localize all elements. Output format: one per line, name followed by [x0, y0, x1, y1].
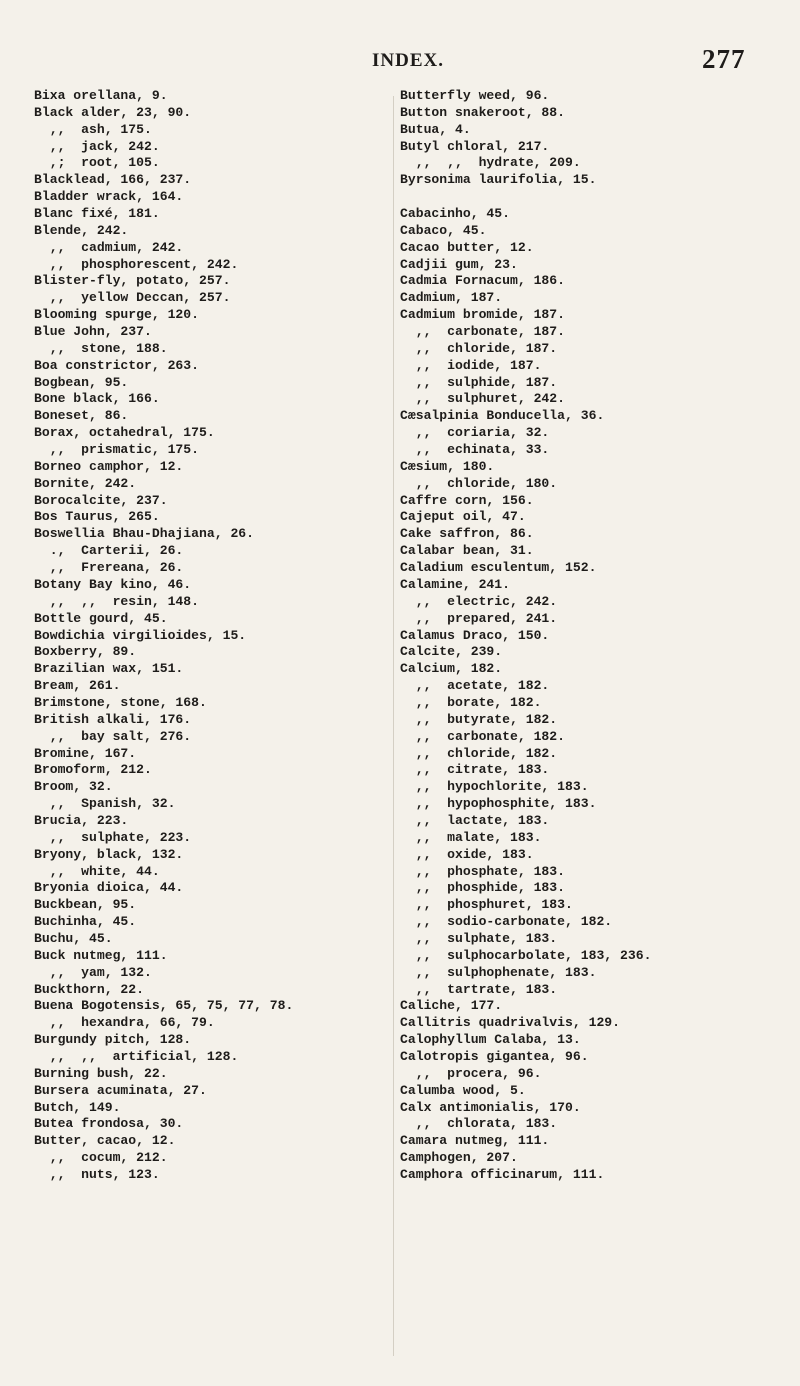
- index-entry: Bixa orellana, 9.: [34, 88, 168, 103]
- index-entry: Bursera acuminata, 27.: [34, 1082, 207, 1098]
- index-entry: Boa constrictor, 263.: [34, 357, 200, 373]
- index-entry: Calx antimonialis, 170.: [400, 1099, 581, 1115]
- page-number: 277: [702, 44, 746, 74]
- index-entry: ,, jack, 242.: [34, 138, 160, 154]
- index-entry: ,, yellow Deccan, 257.: [34, 290, 231, 306]
- index-entry: Brimstone, stone, 168.: [34, 694, 207, 710]
- index-entry: ,, carbonate, 182.: [400, 728, 566, 744]
- index-entry: Cæsium, 180.: [400, 458, 495, 474]
- index-entry: Boswellia Bhau-Dhajiana, 26.: [34, 526, 255, 542]
- index-entry: Blende, 242.: [34, 222, 129, 238]
- index-entry: ,, prepared, 241.: [400, 610, 558, 626]
- index-entry: ,, ash, 175.: [34, 121, 152, 137]
- index-entry: ,, procera, 96.: [400, 1065, 542, 1081]
- index-entry: Butch, 149.: [34, 1099, 121, 1115]
- index-entry: ,; root, 105.: [34, 155, 160, 171]
- index-entry: ,, bay salt, 276.: [34, 728, 192, 744]
- index-entry: Blooming spurge, 120.: [34, 307, 200, 323]
- index-entry: Borax, octahedral, 175.: [34, 425, 215, 441]
- index-entry: Calcite, 239.: [400, 644, 503, 660]
- index-entry: Butua, 4.: [400, 121, 471, 137]
- index-entry: Bromine, 167.: [34, 745, 137, 761]
- index-entry: ,, butyrate, 182.: [400, 711, 558, 727]
- index-entry: Buckthorn, 22.: [34, 981, 145, 997]
- index-entry: Borocalcite, 237.: [34, 492, 168, 508]
- index-entry: Cacao butter, 12.: [400, 239, 534, 255]
- index-entry: ,, Spanish, 32.: [34, 796, 176, 812]
- page-header-title: INDEX.: [372, 50, 444, 71]
- index-entry: ,, tartrate, 183.: [400, 981, 558, 997]
- index-entry: Brucia, 223.: [34, 812, 129, 828]
- index-entry: Camphora officinarum, 111.: [400, 1167, 605, 1182]
- index-entry: Bogbean, 95.: [34, 374, 129, 390]
- index-entry: Blanc fixé, 181.: [34, 206, 160, 222]
- index-entry: ,, white, 44.: [34, 863, 160, 879]
- index-entry: Caffre corn, 156.: [400, 492, 534, 508]
- index-entry: ,, phosphuret, 183.: [400, 897, 573, 913]
- index-entry: ,, sulphophenate, 183.: [400, 964, 597, 980]
- index-entry: Bos Taurus, 265.: [34, 509, 160, 525]
- index-entry: ,, yam, 132.: [34, 964, 152, 980]
- index-entry: Cadmia Fornacum, 186.: [400, 273, 566, 289]
- index-entry: Bornite, 242.: [34, 475, 137, 491]
- index-entry: Cadmium, 187.: [400, 290, 503, 306]
- index-entry: ,, malate, 183.: [400, 829, 542, 845]
- index-entry: ,, phosphide, 183.: [400, 880, 566, 896]
- index-entry: ,, coriaria, 32.: [400, 425, 550, 441]
- index-entry: ,, echinata, 33.: [400, 442, 550, 458]
- index-entry: ,, carbonate, 187.: [400, 324, 566, 340]
- index-entry: Botany Bay kino, 46.: [34, 576, 192, 592]
- index-entry: ,, acetate, 182.: [400, 678, 550, 694]
- index-entry: ,, hypochlorite, 183.: [400, 779, 589, 795]
- index-entry: ,, nuts, 123.: [34, 1167, 160, 1182]
- index-entry: Bream, 261.: [34, 678, 121, 694]
- index-entry: ,, chloride, 182.: [400, 745, 558, 761]
- index-entry: ,, hexandra, 66, 79.: [34, 1015, 215, 1031]
- index-entry: Blue John, 237.: [34, 324, 152, 340]
- index-entry: Calabar bean, 31.: [400, 543, 534, 559]
- index-column-right: [400, 88, 760, 1184]
- index-entry: Camphogen, 207.: [400, 1150, 518, 1166]
- index-entry: ,, sulphate, 183.: [400, 930, 558, 946]
- index-entry: Bone black, 166.: [34, 391, 160, 407]
- index-entry: Bryony, black, 132.: [34, 846, 184, 862]
- index-entry: ,, prismatic, 175.: [34, 442, 200, 458]
- index-entry: ,, lactate, 183.: [400, 812, 550, 828]
- index-entry: Cabaco, 45.: [400, 222, 487, 238]
- index-entry: ,, oxide, 183.: [400, 846, 534, 862]
- index-entry: Borneo camphor, 12.: [34, 458, 184, 474]
- index-entry: Cadjii gum, 23.: [400, 256, 518, 272]
- index-entry: ,, stone, 188.: [34, 340, 168, 356]
- index-entry: Cadmium bromide, 187.: [400, 307, 566, 323]
- index-entry: Broom, 32.: [34, 779, 113, 795]
- index-entry: Black alder, 23, 90.: [34, 104, 192, 120]
- index-entry: ,, sulphate, 223.: [34, 829, 192, 845]
- index-entry: Callitris quadrivalvis, 129.: [400, 1015, 621, 1031]
- index-entry: ,, chloride, 180.: [400, 475, 558, 491]
- index-entry: ,, cadmium, 242.: [34, 239, 184, 255]
- index-entry: Boxberry, 89.: [34, 644, 137, 660]
- index-entry: ,, iodide, 187.: [400, 357, 542, 373]
- index-entry: Bottle gourd, 45.: [34, 610, 168, 626]
- index-entry: ,, phosphorescent, 242.: [34, 256, 239, 272]
- index-entry: Brazilian wax, 151.: [34, 661, 184, 677]
- index-entry: Bladder wrack, 164.: [34, 189, 184, 205]
- index-entry: British alkali, 176.: [34, 711, 192, 727]
- index-entry: ,, sulphuret, 242.: [400, 391, 566, 407]
- index-entry: Calotropis gigantea, 96.: [400, 1048, 589, 1064]
- index-entry: Cajeput oil, 47.: [400, 509, 526, 525]
- index-entry: Burgundy pitch, 128.: [34, 1032, 192, 1048]
- index-entry: ,, sulphocarbolate, 183, 236.: [400, 947, 652, 963]
- index-entry: Buck nutmeg, 111.: [34, 947, 168, 963]
- index-entry: Boneset, 86.: [34, 408, 129, 424]
- index-entry: Butter, cacao, 12.: [34, 1133, 176, 1149]
- index-entry: Cabacinho, 45.: [400, 206, 511, 222]
- index-entry: Calamine, 241.: [400, 576, 511, 592]
- index-entry: ,, hypophosphite, 183.: [400, 796, 597, 812]
- index-entry: Camara nutmeg, 111.: [400, 1133, 550, 1149]
- index-entry: ,, electric, 242.: [400, 593, 558, 609]
- index-entry: ,, Frereana, 26.: [34, 560, 184, 576]
- index-entry: ,, cocum, 212.: [34, 1150, 168, 1166]
- index-entry: Blister-fly, potato, 257.: [34, 273, 231, 289]
- index-column-left: [34, 88, 394, 1184]
- index-entry: ,, sodio-carbonate, 182.: [400, 914, 613, 930]
- index-entry: ,, ,, artificial, 128.: [34, 1048, 239, 1064]
- index-entry: ,, phosphate, 183.: [400, 863, 566, 879]
- index-entry: Butterfly weed, 96.: [400, 88, 550, 103]
- index-entry: Cake saffron, 86.: [400, 526, 534, 542]
- index-entry: ,, chlorata, 183.: [400, 1116, 558, 1132]
- index-entry: ,, ,, hydrate, 209.: [400, 155, 581, 171]
- index-entry: ,, borate, 182.: [400, 694, 542, 710]
- index-entry: Buena Bogotensis, 65, 75, 77, 78.: [34, 998, 294, 1014]
- index-entry: Burning bush, 22.: [34, 1065, 168, 1081]
- index-entry: ,, chloride, 187.: [400, 340, 558, 356]
- index-entry: ,, citrate, 183.: [400, 762, 550, 778]
- index-entry: Calophyllum Calaba, 13.: [400, 1032, 581, 1048]
- index-entry: Caliche, 177.: [400, 998, 503, 1014]
- index-entry: Cæsalpinia Bonducella, 36.: [400, 408, 605, 424]
- index-entry: Bromoform, 212.: [34, 762, 152, 778]
- index-entry: Buchu, 45.: [34, 930, 113, 946]
- index-entry: Bryonia dioica, 44.: [34, 880, 184, 896]
- index-entry: ,, sulphide, 187.: [400, 374, 558, 390]
- index-entry: Butyl chloral, 217.: [400, 138, 550, 154]
- index-entry: Blacklead, 166, 237.: [34, 172, 192, 188]
- index-entry: Button snakeroot, 88.: [400, 104, 566, 120]
- index-entry: Calamus Draco, 150.: [400, 627, 550, 643]
- index-entry: Butea frondosa, 30.: [34, 1116, 184, 1132]
- index-entry: Bowdichia virgilioides, 15.: [34, 627, 247, 643]
- index-entry: Caladium esculentum, 152.: [400, 560, 597, 576]
- index-entry: Buchinha, 45.: [34, 914, 137, 930]
- index-entry: ., Carterii, 26.: [34, 543, 184, 559]
- index-entry: Buckbean, 95.: [34, 897, 137, 913]
- index-entry: Byrsonima laurifolia, 15.: [400, 172, 597, 188]
- index-entry: ,, ,, resin, 148.: [34, 593, 200, 609]
- index-entry: Calcium, 182.: [400, 661, 503, 677]
- section-gap: [400, 189, 760, 206]
- index-entry: Calumba wood, 5.: [400, 1082, 526, 1098]
